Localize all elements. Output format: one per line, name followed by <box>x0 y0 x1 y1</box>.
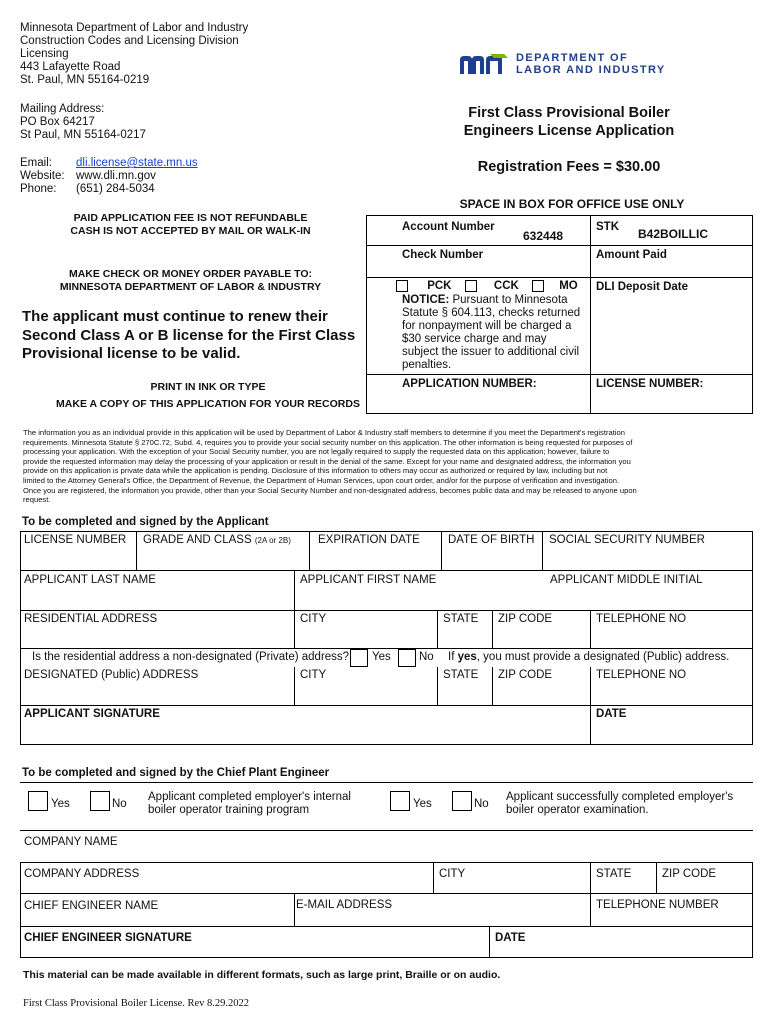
payable-line: MAKE CHECK OR MONEY ORDER PAYABLE TO: <box>68 268 313 280</box>
exam-no-checkbox[interactable] <box>452 791 472 811</box>
chief-date-label: DATE <box>495 932 526 944</box>
copy-instruction: MAKE A COPY OF THIS APPLICATION FOR YOUR RECORDS <box>56 398 360 410</box>
privacy-line: request. <box>23 495 51 505</box>
training-yes-label: Yes <box>51 798 70 810</box>
company-zip-label: ZIP CODE <box>662 868 717 880</box>
refund-line: CASH IS NOT ACCEPTED BY MAIL OR WALK-IN <box>70 225 311 237</box>
address-line: Construction Codes and Licensing Division <box>20 35 239 47</box>
address-line: 443 Lafayette Road <box>20 61 121 73</box>
license-number-label: LICENSE NUMBER: <box>596 378 704 390</box>
notice-line: $30 service charge and may <box>402 333 547 345</box>
note-post: , you must provide a designated (Public) address. <box>476 651 730 663</box>
grade-note: (2A or 2B) <box>254 536 291 545</box>
agency-address <box>20 22 248 87</box>
mailing-line: Mailing Address: <box>20 103 105 115</box>
chief-signature-label: CHIEF ENGINEER SIGNATURE <box>24 932 192 944</box>
notice-line: penalties. <box>402 359 452 371</box>
privacy-line: Once you are registered, the information you provide, other than your Social Security Number and non-designated address, becomes public data and may be released to anyone upon <box>23 485 637 495</box>
q2-line: Applicant successfully completed employer's <box>506 791 734 803</box>
title-line-1: First Class Provisional Boiler <box>468 105 670 121</box>
deposit-date-label: DLI Deposit Date <box>596 281 689 293</box>
designated-address-note <box>448 651 729 664</box>
private-no-checkbox[interactable] <box>398 649 416 667</box>
renew-line: Provisional license to be valid. <box>22 345 241 362</box>
account-number-label: Account Number <box>402 221 495 233</box>
last-name-field-label: APPLICANT LAST NAME <box>24 574 156 586</box>
cck-label: CCK <box>493 280 519 293</box>
chief-email-label: E-MAIL ADDRESS <box>296 899 393 911</box>
residential-address-field-label: RESIDENTIAL ADDRESS <box>24 613 158 625</box>
form-title <box>440 104 698 140</box>
notice-line: Statute § 604.113, checks returned <box>402 307 581 319</box>
privacy-line: processing your application. With the exception of your Social Security number, you are not legally required to supply the requested data on this application; however, failure to <box>23 447 610 457</box>
q1-line: boiler operator training program <box>148 804 310 816</box>
email-label: Email: <box>20 157 52 169</box>
dli-logo <box>458 50 678 78</box>
city-field-label: CITY <box>300 613 327 625</box>
logo-line-1: DEPARTMENT OF <box>516 52 629 64</box>
expiration-date-field-label: EXPIRATION DATE <box>318 534 420 546</box>
engineer-section-heading: To be completed and signed by the Chief Plant Engineer <box>22 767 330 779</box>
privacy-line: limited to the Attorney General's Office, the Department of Revenue, the Department of Human Services, upon court order, and/or for the purpose of verification and investigation. <box>23 475 620 485</box>
first-name-field-label: APPLICANT FIRST NAME <box>300 574 437 586</box>
pck-label: PCK <box>427 280 452 293</box>
refund-notice <box>18 212 363 238</box>
title-line-2: Engineers License Application <box>463 123 675 139</box>
refund-line: PAID APPLICATION FEE IS NOT REFUNDABLE <box>73 212 308 224</box>
address-line: Licensing <box>20 48 69 60</box>
privacy-line: requirements. Minnesota Statute § 270C.72, Subd. 4, requires you to provide your social security number on this application. The other information is being requested for purposes of <box>23 437 633 447</box>
email-link[interactable]: dli.license@state.mn.us <box>76 157 198 169</box>
private-yes-label: Yes <box>372 651 391 663</box>
training-no-checkbox[interactable] <box>90 791 110 811</box>
private-address-question: Is the residential address a non-designated (Private) address? <box>32 651 350 663</box>
print-instruction: PRINT IN INK OR TYPE <box>150 381 266 393</box>
registration-fees: Registration Fees = $30.00 <box>477 159 661 175</box>
company-city-label: CITY <box>439 868 466 880</box>
company-address-label: COMPANY ADDRESS <box>24 868 140 880</box>
applicant-signature-label: APPLICANT SIGNATURE <box>24 708 160 720</box>
grade-label: GRADE AND CLASS <box>143 534 252 546</box>
renew-line: The applicant must continue to renew their <box>22 308 328 325</box>
training-no-label: No <box>112 798 127 810</box>
designated-address-field-label: DESIGNATED (Public) ADDRESS <box>24 669 199 681</box>
q1-line: Applicant completed employer's internal <box>148 791 351 803</box>
training-question <box>148 791 351 817</box>
phone-text: (651) 284-5034 <box>76 183 155 195</box>
office-use-heading: SPACE IN BOX FOR OFFICE USE ONLY <box>459 197 685 211</box>
dob-field-label: DATE OF BIRTH <box>448 534 535 546</box>
renew-line: Second Class A or B license for the First Class <box>22 326 356 344</box>
chief-telephone-label: TELEPHONE NUMBER <box>596 899 719 911</box>
payment-type-row <box>396 280 588 293</box>
designated-zip-field-label: ZIP CODE <box>498 669 553 681</box>
check-number-label: Check Number <box>402 249 484 261</box>
notice-line: for nonpayment will be charged a <box>402 320 572 332</box>
private-yes-checkbox[interactable] <box>350 649 368 667</box>
company-state-label: STATE <box>596 868 632 880</box>
nsf-notice <box>402 294 588 372</box>
mailing-line: PO Box 64217 <box>20 116 95 128</box>
middle-initial-field-label: APPLICANT MIDDLE INITIAL <box>550 574 703 586</box>
website-label: Website: <box>20 170 65 182</box>
designated-telephone-field-label: TELEPHONE NO <box>596 669 687 681</box>
designated-city-field-label: CITY <box>300 669 327 681</box>
cck-checkbox[interactable] <box>465 280 477 292</box>
notice-text: Pursuant to Minnesota <box>449 294 568 306</box>
q2-line: boiler operator examination. <box>506 804 649 816</box>
exam-question <box>506 791 733 817</box>
mo-checkbox[interactable] <box>532 280 544 292</box>
applicant-date-label: DATE <box>596 708 627 720</box>
privacy-notice <box>23 428 748 505</box>
note-pre: If <box>448 651 458 663</box>
exam-yes-label: Yes <box>413 798 432 810</box>
private-no-label: No <box>419 651 434 663</box>
alternate-formats-note: This material can be made available in different formats, such as large print, Braille or on audio. <box>23 969 501 981</box>
revision-footer: First Class Provisional Boiler License. Rev 8.29.2022 <box>23 998 250 1009</box>
state-field-label: STATE <box>443 613 479 625</box>
amount-paid-label: Amount Paid <box>596 249 667 261</box>
exam-yes-checkbox[interactable] <box>390 791 410 811</box>
renew-notice <box>22 308 355 364</box>
mo-label: MO <box>559 280 578 293</box>
exam-no-label: No <box>474 798 489 810</box>
address-line: Minnesota Department of Labor and Industry <box>20 22 249 34</box>
ssn-field-label: SOCIAL SECURITY NUMBER <box>549 534 705 546</box>
training-yes-checkbox[interactable] <box>28 791 48 811</box>
application-number-label: APPLICATION NUMBER: <box>402 378 537 390</box>
account-number-value: 632448 <box>523 229 564 243</box>
stk-value: B42BOILLIC <box>638 227 709 241</box>
license-number-field-label: LICENSE NUMBER <box>24 534 127 546</box>
website-text: www.dli.mn.gov <box>76 170 156 182</box>
zip-field-label: ZIP CODE <box>498 613 553 625</box>
applicant-section-heading: To be completed and signed by the Applicant <box>22 516 269 528</box>
notice-bold: NOTICE: <box>402 294 450 306</box>
address-line: St. Paul, MN 55164-0219 <box>20 74 150 86</box>
privacy-line: provide on this application is private data while the application is pending. Disclosure of this information to others may occur as authorized or required by law, including but not <box>23 466 608 476</box>
contact-info <box>20 157 198 196</box>
designated-state-field-label: STATE <box>443 669 479 681</box>
phone-label: Phone: <box>20 183 57 195</box>
chief-engineer-name-label: CHIEF ENGINEER NAME <box>24 900 159 912</box>
privacy-line: The information you as an individual provide in this application will be used by Department of Labor & Industry staff members to determine if you meet the Department's registration <box>23 428 625 437</box>
mn-logo-icon <box>458 52 510 76</box>
payable-notice <box>18 268 363 294</box>
grade-class-field-label <box>143 534 291 547</box>
payable-line: MINNESOTA DEPARTMENT OF LABOR & INDUSTRY <box>59 281 322 293</box>
company-name-label: COMPANY NAME <box>24 836 118 848</box>
stk-label: STK <box>596 221 619 233</box>
mailing-address <box>20 103 146 142</box>
logo-line-2: LABOR AND INDUSTRY <box>516 64 666 76</box>
privacy-line: provide the requested information may delay the processing of your application or result in the denial of the same. Except for your name and designated address, the information you <box>23 456 631 466</box>
pck-checkbox[interactable] <box>396 280 408 292</box>
telephone-field-label: TELEPHONE NO <box>596 613 687 625</box>
mailing-line: St Paul, MN 55164-0217 <box>20 129 146 141</box>
note-bold: yes <box>457 651 477 663</box>
notice-line: subject the issuer to additional civil <box>402 346 580 358</box>
